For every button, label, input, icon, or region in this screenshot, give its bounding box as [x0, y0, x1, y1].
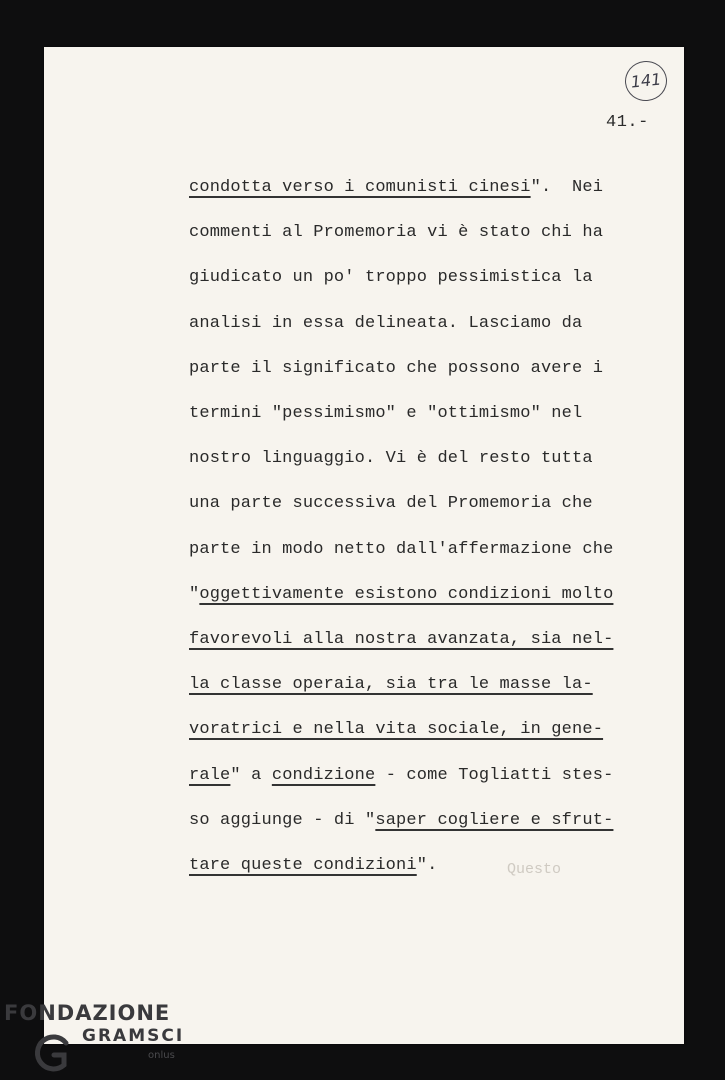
- text-line: [189, 673, 593, 697]
- stamp-number: 141: [629, 69, 663, 92]
- text-segment: so aggiunge - di ": [189, 810, 376, 830]
- underlined-text: saper cogliere e sfrut-: [375, 810, 614, 830]
- text-line: [189, 764, 613, 788]
- logo-swirl-icon: [30, 1031, 74, 1075]
- text-segment: - come Togliatti stes-: [375, 765, 614, 785]
- text-line: [189, 402, 582, 426]
- logo-line-3: onlus: [148, 1050, 175, 1061]
- text-line: [189, 312, 582, 336]
- text-segment: termini "pessimismo" e "ottimismo" nel: [189, 404, 583, 423]
- text-segment: ": [189, 584, 200, 604]
- text-line: [189, 583, 613, 607]
- text-line: [189, 718, 603, 742]
- fondazione-gramsci-logo: [4, 1001, 184, 1077]
- underlined-text: voratrici e nella vita sociale, in gene-: [189, 720, 604, 740]
- logo-line-1: FONDAZIONE: [4, 1001, 171, 1025]
- underlined-text: oggettivamente esistono condizioni molto: [199, 584, 614, 604]
- text-segment: commenti al Promemoria vi è stato chi ha: [189, 223, 604, 243]
- text-segment: analisi in essa delineata. Lasciamo da: [189, 313, 583, 333]
- text-line: [189, 809, 613, 833]
- logo-line-2: GRAMSCI: [82, 1026, 185, 1046]
- text-segment: " a: [230, 765, 272, 785]
- text-segment: giudicato un po' troppo pessimistica la: [189, 268, 593, 288]
- text-segment: ".: [416, 856, 438, 875]
- text-segment: una parte successiva del Promemoria che: [189, 494, 593, 514]
- underlined-text: condizione: [271, 765, 376, 785]
- underlined-text: condotta verso i comunisti cinesi: [189, 178, 531, 197]
- text-line: [189, 221, 603, 245]
- text-segment: parte in modo netto dall'affermazione che: [189, 539, 614, 559]
- text-line: [189, 854, 437, 878]
- underlined-text: rale: [189, 765, 231, 785]
- text-line: [189, 357, 603, 381]
- page-number: 41.-: [606, 113, 649, 132]
- text-segment: nostro linguaggio. Vi è del resto tutta: [189, 449, 593, 469]
- text-line: [189, 628, 613, 652]
- text-line: [189, 447, 593, 471]
- faint-show-through-text: Questo: [507, 861, 562, 878]
- text-segment: parte il significato che possono avere i: [189, 358, 604, 378]
- text-line: [189, 266, 593, 290]
- underlined-text: tare queste condizioni: [189, 856, 417, 875]
- underlined-text: favorevoli alla nostra avanzata, sia nel-: [189, 630, 614, 649]
- text-segment: ". Nei: [530, 178, 604, 197]
- text-line: [189, 492, 593, 516]
- underlined-text: la classe operaia, sia tra le masse la-: [189, 675, 593, 695]
- text-line: [189, 176, 603, 200]
- text-line: [189, 538, 613, 562]
